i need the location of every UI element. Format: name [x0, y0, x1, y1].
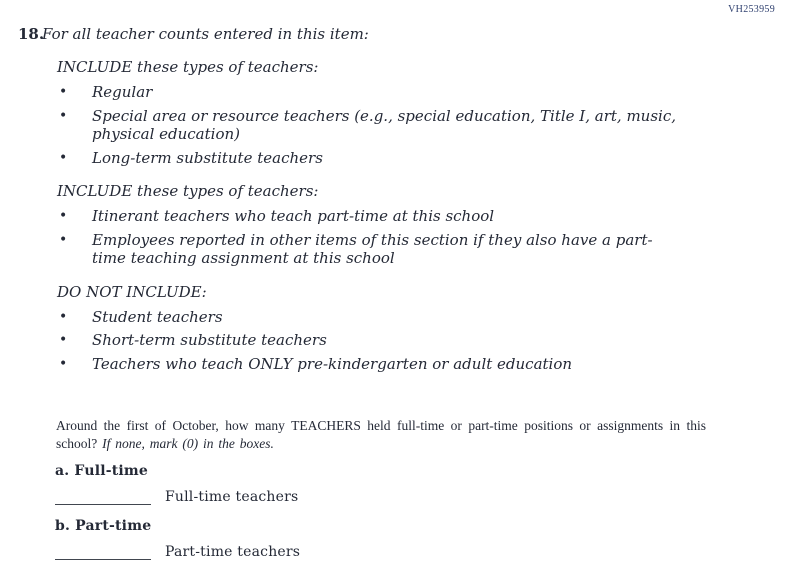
instruction-sections: [57, 58, 697, 378]
bullet-icon: •: [59, 208, 68, 224]
answer-caption-full-time: Full-time teachers: [165, 489, 299, 505]
bullet-item: [57, 207, 677, 226]
answer-row-full-time: [55, 488, 300, 505]
answer-section: [55, 462, 300, 572]
full-time-count-field[interactable]: [55, 488, 151, 505]
bullet-icon: •: [59, 332, 68, 348]
bullet-text: Student teachers: [92, 307, 223, 326]
part-time-count-field[interactable]: [55, 543, 151, 560]
bullet-text: Teachers who teach ONLY pre-kindergarten or adult education: [92, 354, 573, 373]
include-heading-2: INCLUDE these types of teachers:: [57, 182, 319, 200]
form-code: VH253959: [728, 4, 775, 15]
bullet-text: Special area or resource teachers (e.g., special education, Title I, art, music, physical education): [92, 106, 676, 143]
answer-label-part-time: b. Part-time: [55, 518, 152, 534]
answer-caption-part-time: Part-time teachers: [165, 544, 301, 560]
item-18: [18, 25, 369, 44]
include-list-2: [57, 207, 697, 268]
bullet-item: [57, 331, 677, 350]
bullet-text: Long-term substitute teachers: [92, 148, 323, 167]
bullet-icon: •: [59, 84, 68, 100]
question-text: [56, 417, 706, 452]
bullet-text: Short-term substitute teachers: [92, 331, 327, 349]
bullet-icon: •: [59, 355, 68, 372]
do-not-include-heading: DO NOT INCLUDE:: [57, 282, 207, 301]
bullet-item: [57, 308, 677, 327]
bullet-item: [57, 149, 677, 168]
bullet-text: Regular: [92, 83, 153, 101]
bullet-item: [57, 355, 677, 374]
bullet-icon: •: [59, 107, 68, 124]
bullet-item: [57, 107, 677, 144]
item-number: 18.: [18, 25, 45, 43]
bullet-item: [57, 231, 677, 268]
answer-label-full-time: a. Full-time: [55, 463, 149, 479]
bullet-icon: •: [59, 149, 68, 166]
bullet-text: Itinerant teachers who teach part-time at this school: [92, 207, 495, 225]
include-heading-1: INCLUDE these types of teachers:: [57, 58, 319, 76]
item-intro: For all teacher counts entered in this item:: [42, 25, 369, 43]
bullet-icon: •: [59, 231, 68, 248]
bullet-item: [57, 83, 677, 102]
question-instruction: If none, mark (0) in the boxes.: [102, 435, 274, 451]
do-not-include-list: [57, 308, 697, 374]
question-main: Around the first of October, how many TEACHERS held full-time or part-time positions or assignments in this school?: [56, 418, 706, 451]
answer-row-part-time: [55, 543, 300, 560]
bullet-text: Employees reported in other items of this section if they also have a part-time teaching assignment at this school: [92, 230, 653, 267]
bullet-icon: •: [59, 308, 68, 325]
include-list-1: [57, 83, 697, 167]
